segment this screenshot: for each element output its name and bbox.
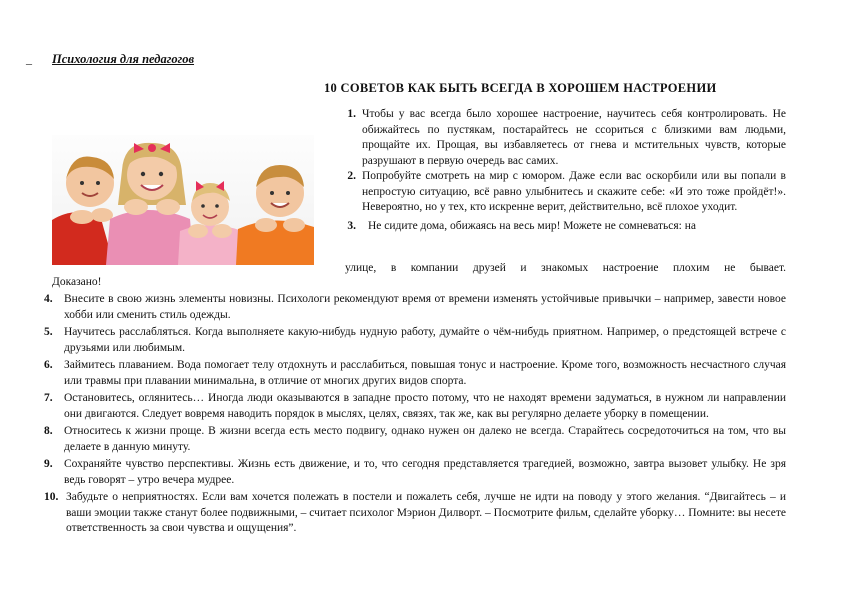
- tip-text: Забудьте о неприятностях. Если вам хочется полежать в постели и пожалеть себя, лучше не идти на поводу у этого желания. “Двигайтесь – и ваши эмоции также станут более подвижными, – считает психолог Мэрион Дилворт. – Посмотрите фильм, сделайте уборку… Помните: вы несете ответственность за свои чувства и ощущения”.: [66, 491, 786, 534]
- tip-5: [44, 325, 786, 356]
- tip-number: 7.: [44, 392, 53, 404]
- tip-8: [44, 424, 786, 455]
- tip-number: 6.: [44, 359, 53, 371]
- tip-text: Займитесь плаванием. Вода помогает телу отдохнуть и расслабиться, повышая тонус и настроение. Кроме того, возможность несчастного случая или травмы при плавании минимальна, в отличие от многих других видов спорта.: [64, 359, 786, 387]
- tip-2: [334, 169, 786, 216]
- tip-number: 3.: [347, 219, 356, 232]
- tip-number: 4.: [44, 293, 53, 305]
- tips-list-top: [334, 107, 786, 234]
- tip-number: 10.: [44, 491, 59, 503]
- page-title: 10 СОВЕТОВ КАК БЫТЬ ВСЕГДА В ХОРОШЕМ НАСТРОЕНИИ: [324, 81, 717, 95]
- tip-text: Остановитесь, оглянитесь… Иногда люди оказываются в западне просто потому, что не находят времени задуматься, в нужном ли направлении они двигаются. Следует вовремя наводить порядок в мыслях, целях, связях, так же, как вы регулярно делаете уборку в помещении.: [64, 392, 786, 420]
- tip-text: Не сидите дома, обижаясь на весь мир! Можете не сомневаться: на: [368, 219, 696, 232]
- tip-3-end: Доказано!: [52, 276, 102, 288]
- tip-number: 2.: [347, 170, 356, 182]
- tip-number: 1.: [347, 108, 356, 120]
- tip-text: Чтобы у вас всегда было хорошее настроение, научитесь себя контролировать. Не обижайтесь по пустякам, постарайтесь не ссориться с близкими вам людьми, прощайте их. Прощая, вы избавляетесь от гнева и мстительных чувств, которые разрушают в первую очередь вас самих.: [362, 108, 786, 167]
- tip-6: [44, 358, 786, 389]
- tip-text: Сохраняйте чувство перспективы. Жизнь есть движение, и то, что сегодня представляется трагедией, возможно, завтра вызовет улыбку. Не зря ведь говорят – утро вечера мудрее.: [64, 458, 786, 486]
- tips-list-bottom: [44, 292, 786, 539]
- tip-text: Попробуйте смотреть на мир с юмором. Даже если вас оскорбили или вы попали в непростую ситуацию, всё равно улыбнитесь и скажите себе: «И это тоже пройдёт!». Невероятно, но у тех, кто искренне верит, действительно, всё плохое уходит.: [362, 170, 786, 213]
- header-dash: _: [26, 52, 32, 66]
- children-photo-icon: [52, 135, 314, 265]
- tip-7: [44, 391, 786, 422]
- tip-4: [44, 292, 786, 323]
- tip-text: Внесите в свою жизнь элементы новизны. Психологи рекомендуют время от времени изменять устойчивые привычки – например, завести новое хобби или сменить стиль одежды.: [64, 293, 786, 321]
- tip-text: Относитесь к жизни проще. В жизни всегда есть место подвигу, однако нужен он далеко не всегда. Старайтесь сосредоточиться на том, что вы делаете в данную минуту.: [64, 425, 786, 453]
- tip-10: [44, 490, 786, 537]
- tip-number: 9.: [44, 458, 53, 470]
- header-subject: Психология для педагогов: [52, 52, 195, 66]
- tip-9: [44, 457, 786, 488]
- tip-3: [334, 219, 786, 235]
- tip-text: Научитесь расслабляться. Когда выполняете какую-нибудь нудную работу, думайте о чём-нибудь приятном. Например, о предстоящей встрече с друзьями или любимым.: [64, 326, 786, 354]
- tip-1: [334, 107, 786, 169]
- tip-number: 5.: [44, 326, 53, 338]
- tip-number: 8.: [44, 425, 53, 437]
- tip-3-continuation: улице, в компании друзей и знакомых настроение плохим не бывает.: [345, 262, 786, 274]
